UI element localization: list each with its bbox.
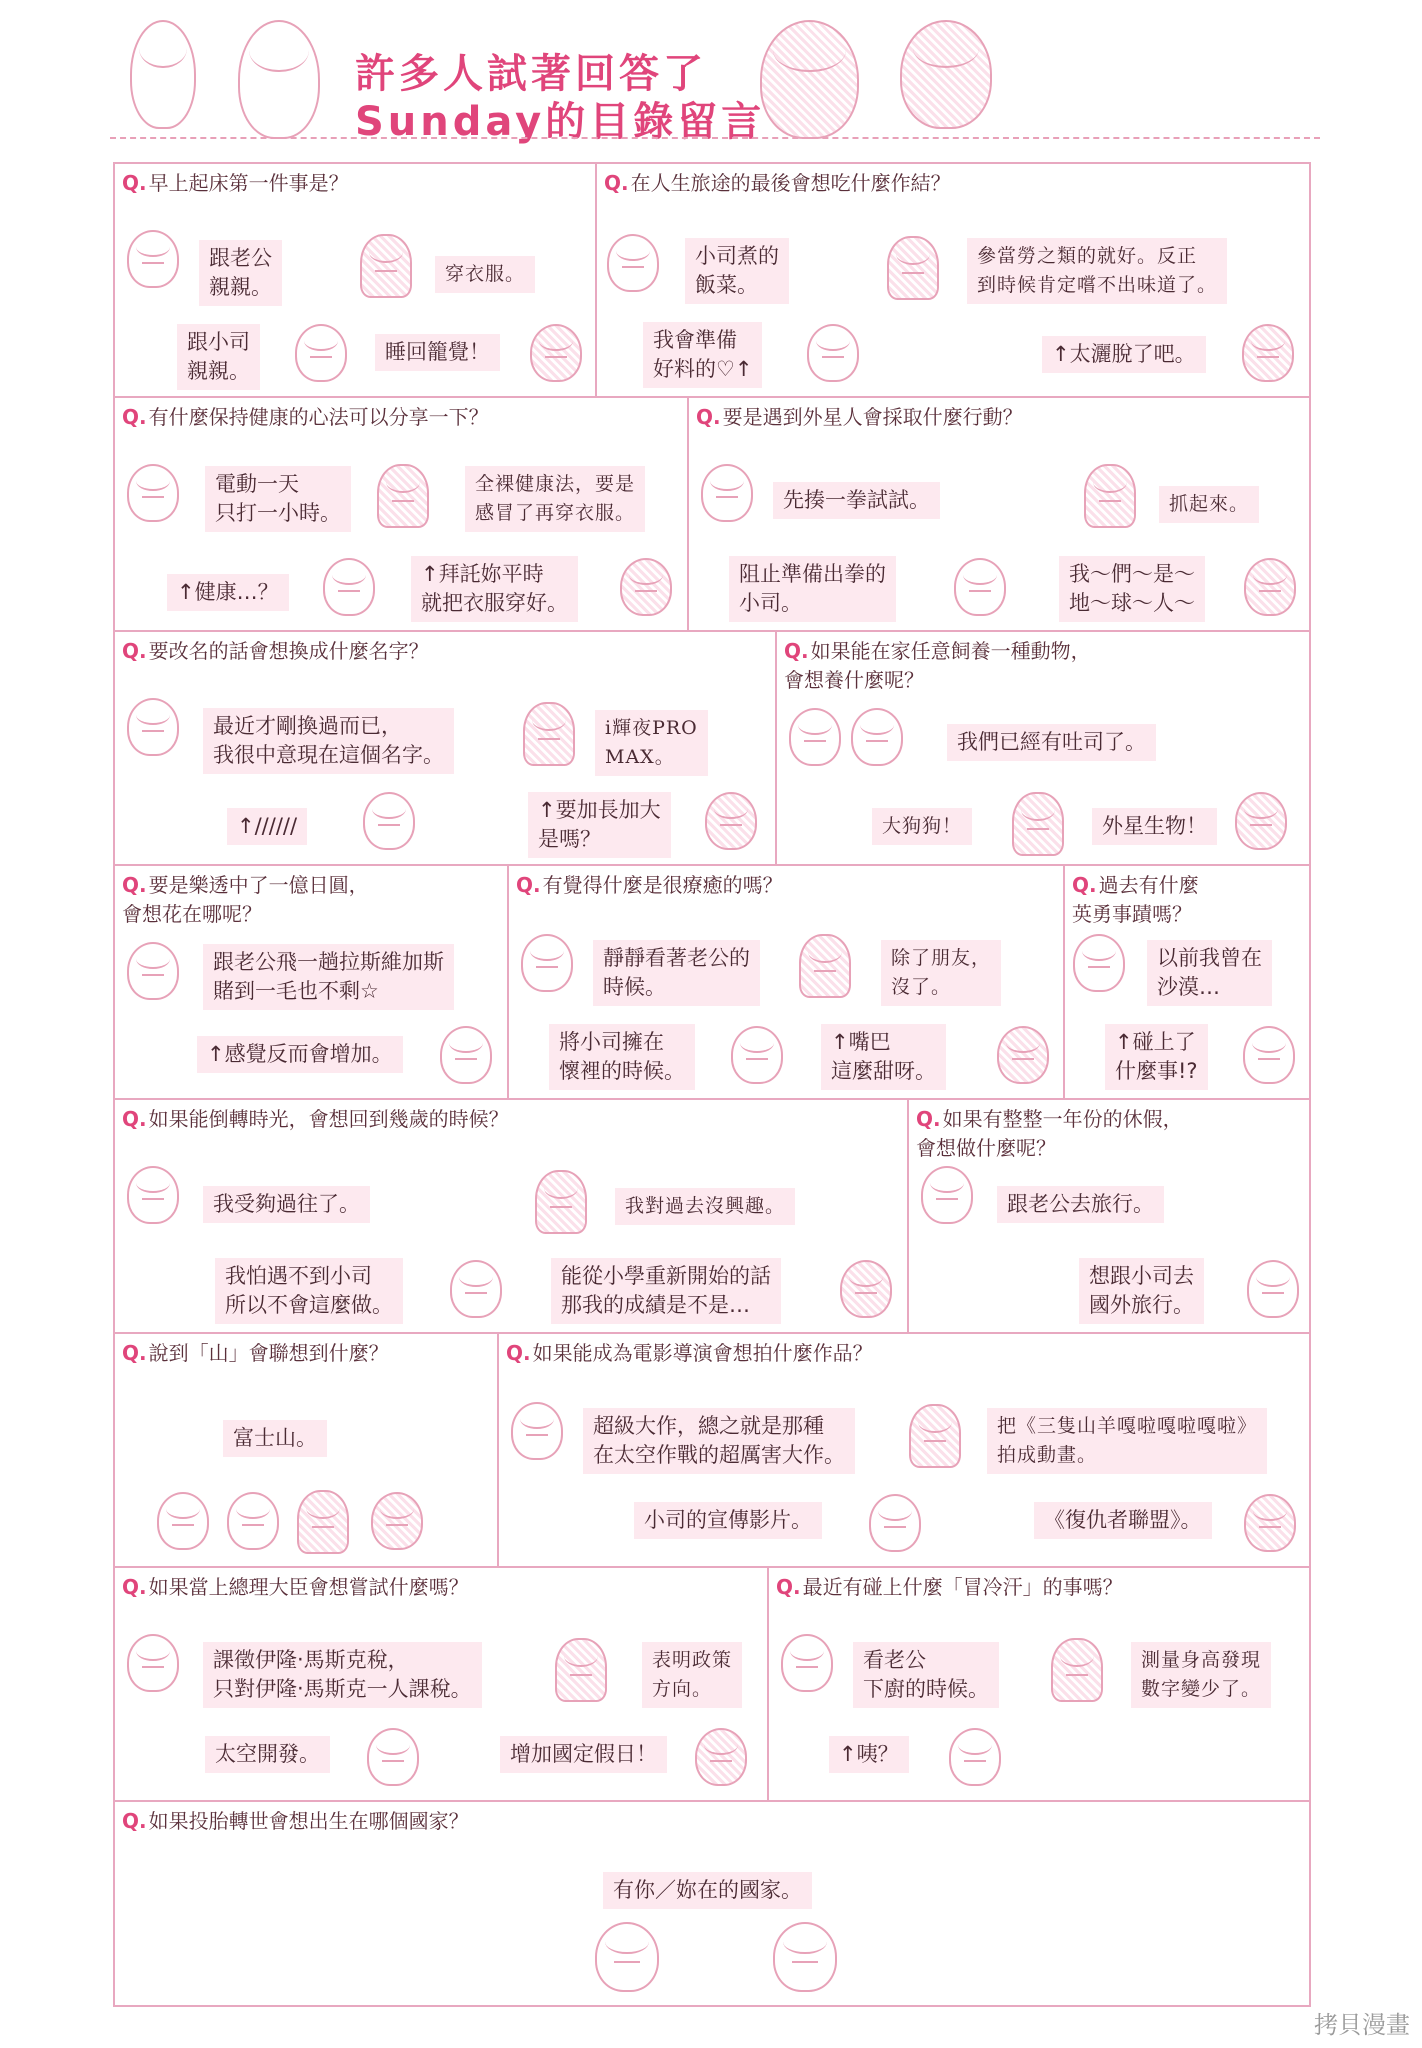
character-kaguya-icon (360, 234, 412, 298)
character-aya-icon (705, 792, 757, 850)
qa-panel-health-tips (113, 396, 689, 632)
character-kaguya-icon (297, 1490, 349, 1554)
character-kaguya-icon (523, 702, 575, 766)
qa-panel-last-meal (595, 162, 1311, 398)
character-aya-portrait (900, 20, 992, 129)
character-aya-icon (997, 1026, 1049, 1084)
question-text: Q. 要是遇到外星人會採取什麼行動？ (696, 405, 1023, 429)
question-text: Q. 說到「山」會聯想到什麼？ (122, 1341, 389, 1365)
character-tsukasa-icon (731, 1026, 783, 1084)
answer-bubble: 增加國定假日！ (500, 1736, 667, 1773)
character-aya-icon (530, 324, 582, 382)
qa-panel-film-director (497, 1332, 1311, 1568)
answer-bubble: i輝夜PRO MAX。 (595, 710, 708, 776)
character-tsukasa-icon (367, 1728, 419, 1786)
character-nasa-icon (511, 1402, 563, 1460)
answer-bubble: ↑拜託妳平時 就把衣服穿好。 (411, 556, 578, 622)
header-divider (110, 137, 1320, 139)
answer-bubble: 我～們～是～ 地～球～人～ (1059, 556, 1205, 622)
character-nasa-icon (1073, 934, 1125, 992)
character-nasa-icon (127, 464, 179, 522)
answer-bubble: 電動一天 只打一小時。 (205, 466, 351, 532)
character-kaguya-icon (1012, 792, 1064, 856)
answer-bubble: 我怕遇不到小司 所以不會這麼做。 (215, 1258, 403, 1324)
question-text: Q. 在人生旅途的最後會想吃什麼作結？ (604, 171, 951, 195)
character-aya-icon (620, 558, 672, 616)
character-nasa-icon (127, 942, 179, 1000)
character-aya-icon (371, 1492, 423, 1550)
answer-bubble: 想跟小司去 國外旅行。 (1079, 1258, 1204, 1324)
answer-bubble: ↑咦？ (829, 1736, 909, 1773)
page-title-line2: Sunday的目錄留言 (355, 99, 766, 145)
answer-bubble: 全裸健康法，要是 感冒了再穿衣服。 (465, 466, 645, 532)
character-tsukasa-icon (227, 1492, 279, 1550)
character-tsukasa-icon (363, 792, 415, 850)
qa-panel-heroic-deeds (1063, 864, 1311, 1100)
answer-bubble: 小司的宣傳影片。 (634, 1502, 822, 1539)
character-tsukasa-icon (1243, 1026, 1295, 1084)
character-aya-icon (840, 1260, 892, 1318)
question-text: Q. 有覺得什麼是很療癒的嗎？ (516, 873, 783, 897)
answer-bubble: 睡回籠覺！ (375, 334, 500, 371)
question-text: Q. 要改名的話會想換成什麼名字？ (122, 639, 429, 663)
qa-panel-rename (113, 630, 777, 866)
character-nasa-icon (157, 1492, 209, 1550)
watermark: 拷貝漫畫 (1314, 2011, 1410, 2039)
answer-bubble: 跟老公飛一趟拉斯維加斯 賭到一毛也不剩☆ (203, 944, 454, 1010)
character-aya-icon (1242, 324, 1294, 382)
answer-bubble: ↑////// (227, 808, 307, 845)
character-aya-icon (1235, 792, 1287, 850)
question-text: Q. 過去有什麼 英勇事蹟嗎？ (1072, 873, 1199, 926)
answer-bubble: 有你／妳在的國家。 (603, 1872, 812, 1909)
character-nasa-icon (127, 1166, 179, 1224)
character-tsukasa-icon (807, 324, 859, 382)
character-kaguya-icon (1084, 464, 1136, 528)
answer-bubble: 外星生物！ (1092, 808, 1217, 845)
character-nasa-icon (921, 1166, 973, 1224)
character-aya-icon (1244, 1494, 1296, 1552)
answer-bubble: ↑嘴巴 這麼甜呀。 (821, 1024, 946, 1090)
answer-bubble: 參當勞之類的就好。反正 到時候肯定嚐不出味道了。 (967, 238, 1227, 304)
answer-bubble: ↑健康…？ (167, 574, 289, 611)
character-kaguya-icon (377, 464, 429, 528)
answer-bubble: 除了朋友， 沒了。 (881, 940, 1001, 1006)
character-kaguya-icon (909, 1404, 961, 1468)
question-text: Q. 最近有碰上什麼「冒冷汗」的事嗎？ (776, 1575, 1123, 1599)
answer-bubble: ↑要加長加大 是嗎？ (528, 792, 671, 858)
character-nasa-portrait (238, 20, 320, 139)
character-tsukasa-icon (1247, 1260, 1299, 1318)
character-kaguya-icon (887, 236, 939, 300)
answer-bubble: 超級大作，總之就是那種 在太空作戰的超厲害大作。 (583, 1408, 855, 1474)
answer-bubble: 富士山。 (223, 1420, 327, 1457)
page-header (110, 20, 1320, 145)
answer-bubble: ↑太灑脫了吧。 (1042, 336, 1206, 373)
answer-bubble: 我會準備 好料的♡↑ (643, 322, 762, 388)
answer-bubble: 阻止準備出拳的 小司。 (729, 556, 896, 622)
answer-bubble: 大狗狗！ (872, 808, 972, 845)
character-tsukasa-icon (869, 1494, 921, 1552)
character-nasa-icon (127, 1634, 179, 1692)
page-title-line1: 許多人試著回答了 (355, 51, 707, 97)
character-aya-icon (695, 1728, 747, 1786)
question-text: Q. 早上起床第一件事是？ (122, 171, 349, 195)
character-kaguya-icon (1051, 1638, 1103, 1702)
character-nasa-icon (127, 698, 179, 756)
answer-bubble: 我對過去沒興趣。 (615, 1188, 795, 1225)
answer-bubble: 以前我曾在 沙漠… (1147, 940, 1272, 1006)
question-text: Q. 如果當上總理大臣會想嘗試什麼嗎？ (122, 1575, 469, 1599)
character-nasa-icon (127, 230, 179, 288)
character-tsukasa-icon (323, 558, 375, 616)
qa-panel-pet (775, 630, 1311, 866)
answer-bubble: 跟老公 親親。 (199, 240, 282, 306)
question-text: Q. 如果能在家任意飼養一種動物， 會想養什麼呢？ (784, 639, 1091, 692)
question-text: Q. 有什麼保持健康的心法可以分享一下？ (122, 405, 489, 429)
answer-bubble: 我們已經有吐司了。 (947, 724, 1156, 761)
character-tsukasa-icon (954, 558, 1006, 616)
answer-bubble: 最近才剛換過而已， 我很中意現在這個名字。 (203, 708, 454, 774)
answer-bubble: 抓起來。 (1159, 486, 1259, 523)
qa-panel-rewind-time (113, 1098, 909, 1334)
character-tsukasa-icon (450, 1260, 502, 1318)
character-kaguya-icon (555, 1638, 607, 1702)
qa-panel-alien-encounter (687, 396, 1311, 632)
answer-bubble: 小司煮的 飯菜。 (685, 238, 789, 304)
character-nasa-icon (781, 1634, 833, 1692)
answer-bubble: 將小司擁在 懷裡的時候。 (549, 1024, 695, 1090)
question-text: Q. 如果投胎轉世會想出生在哪個國家？ (122, 1809, 469, 1833)
answer-bubble: 穿衣服。 (435, 256, 535, 293)
character-nasa-icon (789, 708, 841, 766)
question-text: Q. 如果有整整一年份的休假， 會想做什麼呢？ (916, 1107, 1183, 1160)
character-tsukasa-icon (851, 708, 903, 766)
qa-panel-prime-minister (113, 1566, 769, 1802)
answer-bubble: 靜靜看著老公的 時候。 (593, 940, 760, 1006)
qa-panel-wake-up (113, 162, 597, 398)
answer-bubble: 太空開發。 (205, 1736, 330, 1773)
character-tsukasa-icon (295, 324, 347, 382)
qa-panel-cold-sweat (767, 1566, 1311, 1802)
answer-bubble: 表明政策 方向。 (642, 1642, 742, 1708)
question-text: Q. 要是樂透中了一億日圓， 會想花在哪呢？ (122, 873, 369, 926)
character-tsukasa-icon (949, 1728, 1001, 1786)
character-nasa-icon (521, 934, 573, 992)
answer-bubble: 把《三隻山羊嘎啦嘎啦嘎啦》 拍成動畫。 (987, 1408, 1267, 1474)
answer-bubble: 我受夠過往了。 (203, 1186, 370, 1223)
answer-bubble: ↑感覺反而會增加。 (197, 1036, 403, 1073)
character-tsukasa-icon (595, 1922, 659, 1992)
character-tsukasa-icon (440, 1026, 492, 1084)
character-tsukasa-portrait (130, 20, 196, 129)
character-aya-icon (1244, 558, 1296, 616)
qa-panel-lottery (113, 864, 509, 1100)
answer-bubble: ↑碰上了 什麼事!? (1105, 1024, 1208, 1090)
answer-bubble: 測量身高發現 數字變少了。 (1131, 1642, 1271, 1708)
character-kaguya-icon (799, 934, 851, 998)
answer-bubble: 跟小司 親親。 (177, 324, 260, 390)
qa-panel-healing (507, 864, 1065, 1100)
character-nasa-icon (773, 1922, 837, 1992)
answer-bubble: 跟老公去旅行。 (997, 1186, 1164, 1223)
qa-panel-reincarnation (113, 1800, 1311, 2007)
character-kaguya-portrait (760, 20, 859, 139)
answer-bubble: 先揍一拳試試。 (773, 482, 940, 519)
character-kaguya-icon (535, 1170, 587, 1234)
qa-panel-mountain (113, 1332, 499, 1568)
character-nasa-icon (607, 234, 659, 292)
qa-panel-year-off (907, 1098, 1311, 1334)
answer-bubble: 看老公 下廚的時候。 (853, 1642, 999, 1708)
character-nasa-icon (701, 464, 753, 522)
answer-bubble: 《復仇者聯盟》。 (1034, 1502, 1212, 1539)
answer-bubble: 課徵伊隆‧馬斯克稅， 只對伊隆‧馬斯克一人課稅。 (203, 1642, 482, 1708)
question-text: Q. 如果能成為電影導演會想拍什麼作品？ (506, 1341, 873, 1365)
answer-bubble: 能從小學重新開始的話 那我的成績是不是… (551, 1258, 781, 1324)
question-text: Q. 如果能倒轉時光，會想回到幾歲的時候？ (122, 1107, 509, 1131)
